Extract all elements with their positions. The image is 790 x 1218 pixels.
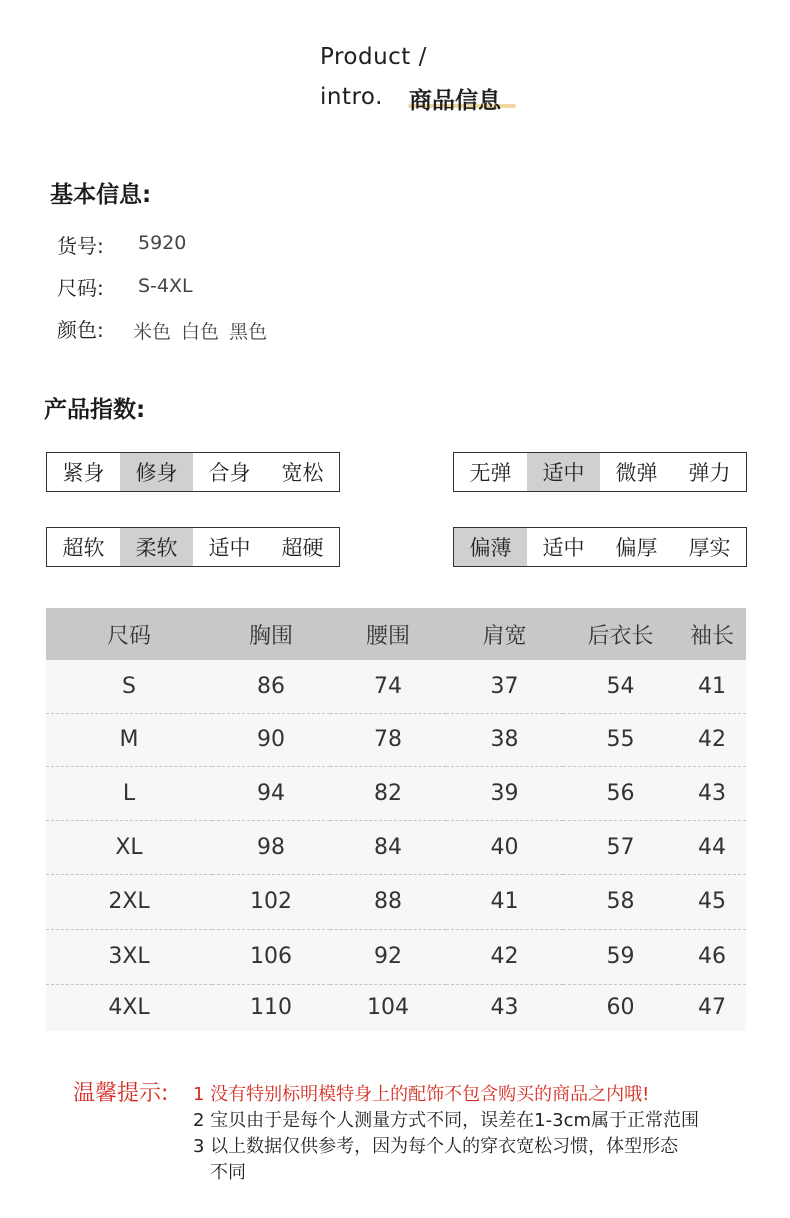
table-cell: 110 bbox=[212, 984, 330, 1031]
table-row bbox=[46, 820, 746, 874]
table-cell: 46 bbox=[678, 929, 746, 984]
elasticity-option-selected: 适中 bbox=[527, 453, 600, 491]
softness-option: 超软 bbox=[62, 536, 105, 560]
fit-scale bbox=[46, 452, 340, 492]
thickness-option: 适中 bbox=[542, 536, 585, 560]
table-row bbox=[46, 874, 746, 929]
table-cell: 60 bbox=[563, 984, 678, 1031]
elasticity-option: 无弹 bbox=[469, 461, 512, 485]
table-cell: 55 bbox=[563, 713, 678, 766]
fit-option: 合身 bbox=[208, 461, 251, 485]
table-cell: 2XL bbox=[46, 874, 212, 929]
table-cell: 3XL bbox=[46, 929, 212, 984]
thickness-option: 偏厚 bbox=[615, 536, 658, 560]
table-cell: M bbox=[46, 713, 212, 766]
table-cell: 90 bbox=[212, 713, 330, 766]
notes-label: 温馨提示: bbox=[73, 1081, 169, 1106]
column-header: 后衣长 bbox=[563, 608, 678, 660]
softness-option-selected: 柔软 bbox=[120, 528, 193, 566]
table-cell: 44 bbox=[678, 820, 746, 874]
elasticity-scale bbox=[453, 452, 747, 492]
table-cell: 74 bbox=[330, 660, 446, 713]
table-cell: 86 bbox=[212, 660, 330, 713]
elasticity-option: 弹力 bbox=[688, 461, 731, 485]
note-line-3: 3 以上数据仅供参考，因为每个人的穿衣宽松习惯，体型形态 bbox=[193, 1136, 679, 1157]
thickness-scale bbox=[453, 527, 747, 567]
table-cell: 39 bbox=[446, 766, 563, 820]
column-header: 尺码 bbox=[46, 608, 212, 660]
thickness-option: 厚实 bbox=[688, 536, 731, 560]
table-cell: 92 bbox=[330, 929, 446, 984]
table-cell: 59 bbox=[563, 929, 678, 984]
fit-option: 紧身 bbox=[62, 461, 105, 485]
header-en-line2: intro. bbox=[320, 84, 383, 110]
product-index-title: 产品指数: bbox=[44, 397, 146, 423]
table-row bbox=[46, 984, 746, 1031]
size-value: S-4XL bbox=[138, 275, 193, 297]
table-cell: 82 bbox=[330, 766, 446, 820]
table-cell: 56 bbox=[563, 766, 678, 820]
table-row bbox=[46, 713, 746, 766]
table-cell: 54 bbox=[563, 660, 678, 713]
table-cell: 41 bbox=[678, 660, 746, 713]
table-cell: 58 bbox=[563, 874, 678, 929]
table-cell: 38 bbox=[446, 713, 563, 766]
table-cell: 78 bbox=[330, 713, 446, 766]
table-cell: 37 bbox=[446, 660, 563, 713]
table-cell: 104 bbox=[330, 984, 446, 1031]
column-header: 袖长 bbox=[678, 608, 746, 660]
header-cn-title: 商品信息 bbox=[409, 88, 501, 114]
column-header: 腰围 bbox=[330, 608, 446, 660]
sku-label: 货号: bbox=[57, 234, 104, 258]
header-en-line1: Product / bbox=[320, 44, 427, 70]
table-cell: 94 bbox=[212, 766, 330, 820]
table-row bbox=[46, 660, 746, 713]
table-cell: 98 bbox=[212, 820, 330, 874]
column-header: 肩宽 bbox=[446, 608, 563, 660]
thickness-option-selected: 偏薄 bbox=[454, 528, 527, 566]
size-table bbox=[46, 608, 746, 1031]
table-cell: L bbox=[46, 766, 212, 820]
table-header-row bbox=[46, 608, 746, 660]
color-value: 米色 白色 黑色 bbox=[133, 321, 268, 343]
table-cell: 47 bbox=[678, 984, 746, 1031]
table-cell: XL bbox=[46, 820, 212, 874]
table-cell: 42 bbox=[446, 929, 563, 984]
table-row bbox=[46, 766, 746, 820]
softness-option: 超硬 bbox=[281, 536, 324, 560]
column-header: 胸围 bbox=[212, 608, 330, 660]
table-cell: 88 bbox=[330, 874, 446, 929]
sku-value: 5920 bbox=[138, 232, 187, 254]
size-label: 尺码: bbox=[57, 276, 104, 300]
softness-option: 适中 bbox=[208, 536, 251, 560]
table-cell: 102 bbox=[212, 874, 330, 929]
table-cell: 41 bbox=[446, 874, 563, 929]
fit-option-selected: 修身 bbox=[120, 453, 193, 491]
table-cell: 45 bbox=[678, 874, 746, 929]
table-cell: 4XL bbox=[46, 984, 212, 1031]
basic-info-title: 基本信息: bbox=[50, 182, 152, 208]
color-label: 颜色: bbox=[57, 318, 104, 342]
softness-scale bbox=[46, 527, 340, 567]
table-cell: 43 bbox=[446, 984, 563, 1031]
note-line-4: 不同 bbox=[210, 1162, 246, 1183]
table-cell: 106 bbox=[212, 929, 330, 984]
elasticity-option: 微弹 bbox=[615, 461, 658, 485]
table-cell: S bbox=[46, 660, 212, 713]
table-cell: 43 bbox=[678, 766, 746, 820]
table-cell: 57 bbox=[563, 820, 678, 874]
note-line-1: 1 没有特别标明模特身上的配饰不包含购买的商品之内哦! bbox=[193, 1084, 650, 1105]
note-line-2: 2 宝贝由于是每个人测量方式不同，误差在1-3cm属于正常范围 bbox=[193, 1110, 700, 1131]
table-row bbox=[46, 929, 746, 984]
table-cell: 40 bbox=[446, 820, 563, 874]
fit-option: 宽松 bbox=[281, 461, 324, 485]
table-cell: 42 bbox=[678, 713, 746, 766]
table-cell: 84 bbox=[330, 820, 446, 874]
